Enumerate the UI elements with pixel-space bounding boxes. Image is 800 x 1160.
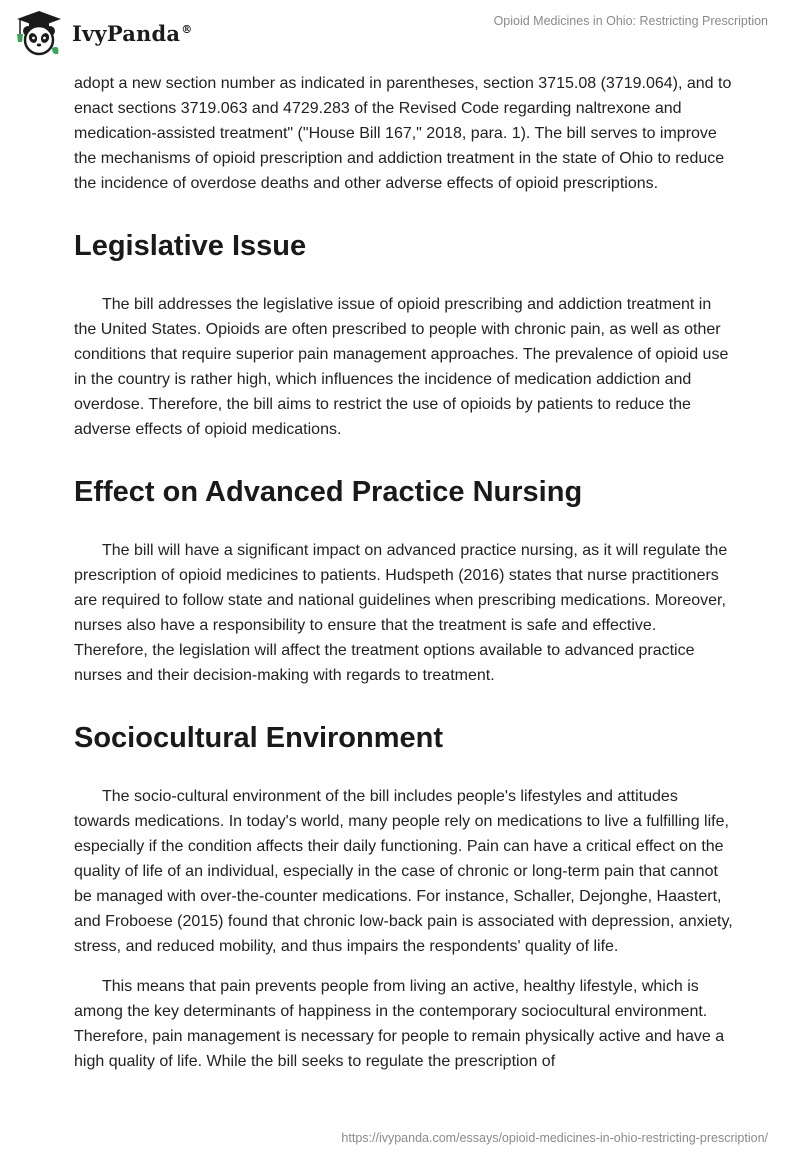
intro-paragraph: adopt a new section number as indicated in parentheses, section 3715.08 (3719.064), and to enact sections 3719.063 and 4729.283 of the Revised Code regarding naltrexone and medication-assisted treatment" ("House Bill 167," 2018, para. 1). The bill serves to improve the mechanisms of opioid prescription and addiction treatment in the state of Ohio to reduce the incidence of overdose deaths and other adverse effects of opioid prescriptions. (74, 75, 732, 192)
page-header (0, 0, 800, 70)
running-title: Opioid Medicines in Ohio: Restricting Prescription (493, 14, 768, 28)
source-url[interactable]: https://ivypanda.com/essays/opioid-medicines-in-ohio-restricting-prescription/ (341, 1131, 768, 1145)
sociocultural-paragraph-1: The socio-cultural environment of the bill includes people's lifestyles and attitudes towards medications. In today's world, many people rely on medications to live a fulfilling life, especially if the condition affects their daily functioning. Pain can have a critical effect on the quality of life of an individual, especially in the case of chronic or long-term pain that cannot be managed with over-the-counter medications. For instance, Schaller, Dejonghe, Haastert, and Froboese (2015) found that chronic low-back pain is associated with depression, anxiety, stress, and reduced mobility, and thus impairs the respondents' quality of life. (74, 788, 733, 955)
sociocultural-paragraph-2: This means that pain prevents people from living an active, healthy lifestyle, which is among the key determinants of happiness in the contemporary sociocultural environment. Therefore, pain management is necessary for people to remain physically active and have a high quality of life. While the bill seeks to regulate the prescription of (74, 978, 725, 1070)
registered-mark: ® (181, 22, 193, 36)
legislative-issue-paragraph: The bill addresses the legislative issue of opioid prescribing and addiction treatment in the United States. Opioids are often prescribed to people with chronic pain, as well as other conditions that require superior pain management approaches. The prevalence of opioid use in the country is rather high, which influences the incidence of medication addiction and overdose. Therefore, the bill aims to restrict the use of opioids by patients to reduce the adverse effects of opioid medications. (74, 296, 729, 438)
logo-text: IvyPanda® (72, 20, 193, 46)
effect-on-apn-paragraph: The bill will have a significant impact on advanced practice nursing, as it will regulate the prescription of opioid medicines to patients. Hudspeth (2016) states that nurse practitioners are required to follow state and national guidelines when prescribing medications. Moreover, nurses also have a responsibility to ensure that the treatment is safe and effective. Therefore, the legislation will affect the treatment options available to advanced practice nurses and their decision-making with regards to treatment. (74, 542, 728, 684)
heading-legislative-issue: Legislative Issue (74, 230, 307, 262)
panda-graduate-icon (14, 8, 64, 58)
essay-content (74, 71, 734, 1074)
heading-sociocultural-environment: Sociocultural Environment (74, 722, 443, 754)
ivypanda-logo[interactable] (14, 8, 192, 58)
heading-effect-on-apn: Effect on Advanced Practice Nursing (74, 476, 583, 508)
